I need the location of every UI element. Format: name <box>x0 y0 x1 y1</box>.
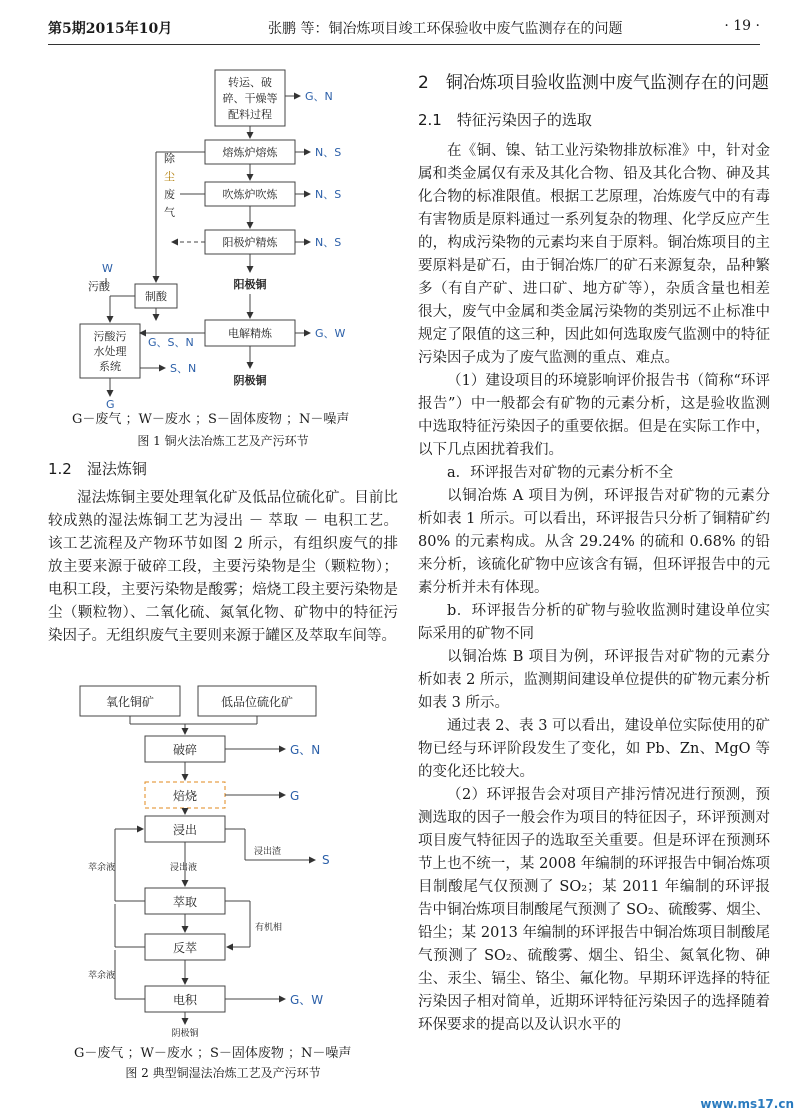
section-2-heading: 2 铜冶炼项目验收监测中废气监测存在的问题 <box>418 73 769 93</box>
fig2-s6: 电积 <box>172 993 198 1007</box>
fig2-s2: 焙烧 <box>172 789 198 803</box>
fig1-o3: N、S <box>315 188 342 201</box>
right-column <box>418 70 770 1037</box>
fig1-g: G <box>106 398 115 411</box>
figure-2-flowchart <box>60 678 400 1048</box>
fig1-n4: 阳极炉精炼 <box>222 236 278 249</box>
fig2-s7: 阴极铜 <box>171 1029 199 1039</box>
fig1-n1-line1: 转运、破 <box>228 76 272 89</box>
fig2-o2: G <box>290 789 300 803</box>
section-2-1-heading: 2.1 特征污染因子的选取 <box>418 111 592 129</box>
fig1-o8: G、S、N <box>148 336 194 349</box>
fig2-caption: 图 2 典型铜湿法冶炼工艺及产污环节 <box>125 1066 321 1080</box>
fig2-l4: 有机相 <box>255 923 283 933</box>
fig1-n9-line1: 污酸污 <box>93 330 127 343</box>
fig2-s3: 浸出 <box>172 823 198 837</box>
fig1-w: W <box>102 262 113 275</box>
fig1-dust-3: 废 <box>164 188 175 201</box>
right-paragraph-4: 以铜冶炼 B 项目为例，环评报告对矿物的元素分析如表 2 所示，监测期间建设单位提供的矿物元素分析如表 3 所示。 <box>418 649 770 711</box>
fig1-o9: S、N <box>170 362 197 375</box>
article-title-header: 张鹏 等：铜冶炼项目竣工环保验收中废气监测存在的问题 <box>268 21 623 37</box>
fig1-dust-4: 气 <box>164 206 175 219</box>
fig1-o1: G、N <box>305 90 333 103</box>
fig2-s1: 破碎 <box>172 743 198 757</box>
fig2-o1: G、N <box>290 743 321 757</box>
fig2-l1: 萃余液 <box>88 863 116 873</box>
fig1-o6: G、W <box>315 327 346 340</box>
right-item-b: b．环评报告分析的矿物与验收监测时建设单位实际采用的矿物不同 <box>418 603 770 642</box>
page-number: · 19 · <box>724 18 760 34</box>
fig2-s5: 反萃 <box>172 941 198 955</box>
fig1-n1-line2: 碎、干燥等 <box>222 92 278 105</box>
figure-1-flowchart <box>60 58 400 418</box>
issue-info: 第5期2015年10月 <box>48 21 173 37</box>
fig1-n9-line3: 系统 <box>99 360 121 373</box>
fig1-n8: 制酸 <box>145 290 167 303</box>
fig1-o4: N、S <box>315 236 342 249</box>
fig2-in1: 氧化铜矿 <box>105 695 155 709</box>
fig2-in2: 低品位硫化矿 <box>220 695 294 709</box>
fig2-o3: S <box>322 853 330 867</box>
right-paragraph-1: 在《铜、镍、钴工业污染物排放标准》中，针对金属和类金属仅有汞及其化合物、铅及其化合物、砷及其化合物的标准限值。根据工艺原理，冶炼废气中的有毒有害物质是原料通过一系列复杂的物理、化学反应产生的，构成污染物的元素均来自于原料。铜冶炼项目的主要原料是矿石，由于铜冶炼厂的矿石来源复杂，品种繁多（有自产矿、进口矿、地方矿等），杂质含量也相差很大，废气中金属和类金属污染物的类别远不止标准中规定了限值的这三种，因此如何选取废气监测中的特征污染因子成为了废气监测的重点、难点。 <box>418 143 770 366</box>
fig1-o2: N、S <box>315 146 342 159</box>
running-header <box>48 18 760 44</box>
right-paragraph-6: （2）环评报告会对项目产排污情况进行预测，预测选取的因子一般会作为项目的特征因子，环评预测对项目废气特征因子的选取至关重要。但是环评在预测环节上也不统一，某 2008 年编制的环评报告中铜冶炼项目制酸尾气仅预测了 SO₂；某 2011 年编制的环评报告中铜冶炼项目制酸尾气预测了 SO₂、硫酸雾、烟尘、铅尘；某 2013 年编制的环评报告中铜冶炼项目制酸尾气预测了 SO₂、硫酸雾、烟尘、铅尘、氮氧化物、砷尘、汞尘、镉尘、铬尘、氟化物。早期环评选择的特征污染因子相对简单，近期环评特征污染因子的选择随着环保要求的提高以及认识水平的 <box>418 787 770 1033</box>
fig2-l3: 浸出渣 <box>254 847 282 857</box>
fig1-n3: 吹炼炉吹炼 <box>222 188 278 201</box>
left-column <box>48 458 398 648</box>
fig1-n1-line3: 配料过程 <box>228 108 272 121</box>
fig1-legend: G－废气 ；W－废水 ；S－固体废物 ；N－噪声 <box>72 412 350 427</box>
fig1-caption: 图 1 铜火法冶炼工艺及产污环节 <box>137 434 309 448</box>
fig1-dust-1: 除 <box>164 152 175 165</box>
fig2-l2: 浸出液 <box>170 863 198 873</box>
section-1-2-heading: 1.2 湿法炼铜 <box>48 460 147 478</box>
right-paragraph-3: 以铜冶炼 A 项目为例，环评报告对矿物的元素分析如表 1 所示。可以看出，环评报告只分析了铜精矿约 80% 的元素构成。从含 29.24% 的硫和 0.68% 的铅来分析，该硫化矿物中应该含有镉，但环评报告中的元素分析并未有体现。 <box>418 488 770 596</box>
right-item-a: a．环评报告对矿物的元素分析不全 <box>447 465 674 481</box>
fig2-o6: G、W <box>290 993 324 1007</box>
fig2-l5: 萃余液 <box>88 971 116 981</box>
fig1-n6: 电解精炼 <box>228 327 272 340</box>
left-paragraph-1: 湿法炼铜主要处理氧化矿及低品位硫化矿。目前比较成熟的湿法炼铜工艺为浸出 － 萃取 － 电积工艺。该工艺流程及产物环节如图 2 所示，有组织废气的排放主要来源于破碎工段，主要污染物是尘（颗粒物）；电积工段，主要污染物是酸雾；焙烧工段主要污染物是尘（颗粒物）、二氧化硫、氮氧化物、矿物中的特征污染因子。无组织废气主要则来源于罐区及萃取车间等。 <box>48 490 398 644</box>
fig1-n5: 阳极铜 <box>233 278 267 291</box>
fig2-legend: G－废气 ；W－废水 ；S－固体废物 ；N－噪声 <box>74 1046 352 1061</box>
fig1-n9-line2: 水处理 <box>93 345 127 358</box>
header-rule <box>48 44 760 45</box>
right-paragraph-5: 通过表 2、表 3 可以看出，建设单位实际使用的矿物已经与环评阶段发生了变化，如 Pb、Zn、MgO 等的变化还比较大。 <box>418 718 770 780</box>
fig1-n7: 阴极铜 <box>233 374 267 387</box>
fig2-s4: 萃取 <box>172 895 198 909</box>
fig1-acid: 污酸 <box>88 280 110 293</box>
right-paragraph-2: （1）建设项目的环境影响评价报告书（简称“环评报告”）中一般都会有矿物的元素分析，这是验收监测中选取特征污染因子的重要依据。但是在实际工作中，以下几点困扰着我们。 <box>418 373 770 458</box>
fig1-n2: 熔炼炉熔炼 <box>222 146 278 159</box>
fig1-dust-2: 尘 <box>164 170 175 183</box>
site-watermark: www.ms17.cn <box>700 1097 794 1111</box>
